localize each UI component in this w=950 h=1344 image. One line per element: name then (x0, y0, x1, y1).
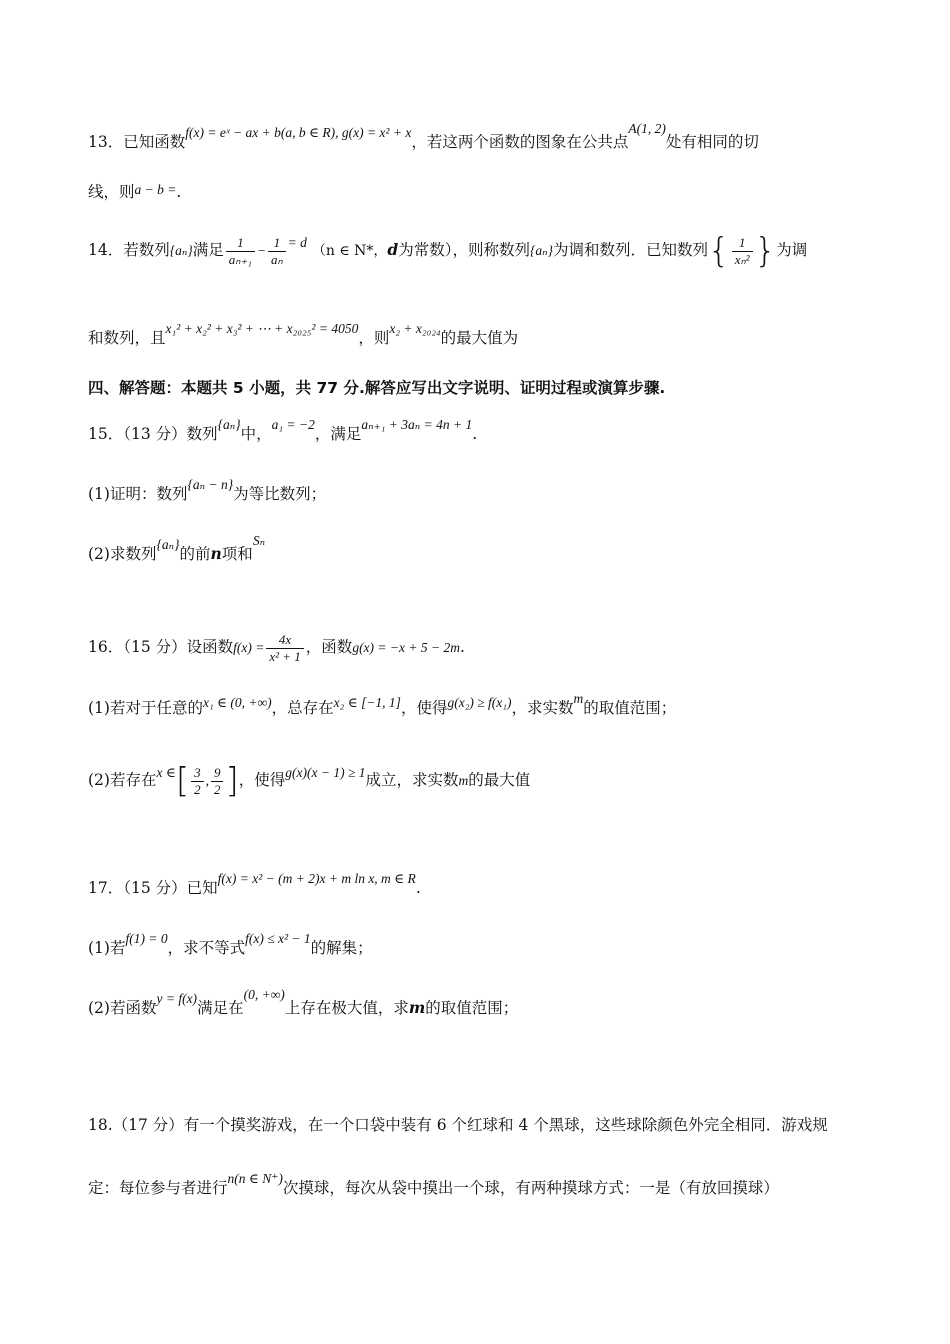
q17-line1: 17．（15 分）已知f(x) = x² − (m + 2)x + m ln x, m ∈ R. (88, 871, 421, 897)
q14-line2: 和数列，且x₁² + x₂² + x₃² + ⋯ + x₂₀₂₅² = 4050，则x₂ + x₂₀₂₄的最大值为 (88, 321, 519, 347)
q15-line1: 15．（13 分）数列{aₙ}中，a₁ = −2，满足aₙ₊₁ + 3aₙ = 4n + 1. (88, 417, 478, 443)
q16-interval-lower: $\frac{3}{2}$ (191, 765, 204, 798)
q13-point: A(1, 2) (628, 121, 666, 136)
q18-line1: 18.（17 分）有一个摸奖游戏，在一个口袋中装有 6 个红球和 4 个黑球，这些球除颜色外完全相同．游戏规 (88, 1116, 828, 1134)
q14-line1: 14．若数列{aₙ}满足 $\frac{1}{\text{aₙ₊₁}}$ − $\frac{1}{\text{aₙ}}$ = d （n ∈ N*，d为常数），则称数列{aₙ}为调和数列．已知数列{ $\frac{1}{\text{xₙ²}}$ }为调 (88, 231, 808, 271)
q13-function-expr: f(x) = eˣ − ax + b(a, b ∈ R), g(x) = x² + x (185, 125, 412, 140)
q16-line1: 16．（15 分）设函数f(x) = $\frac{4x}{\text{x² + 1}}$ ，函数g(x) = −x + 5 − 2m. (88, 631, 465, 664)
q17-part1: (1)若f(1) = 0，求不等式f(x) ≤ x² − 1的解集； (88, 931, 373, 957)
q18-line2: 定：每位参与者进行n(n ∈ N⁺)次摸球，每次从袋中摸出一个球，有两种摸球方式：一是（有放回摸球） (88, 1171, 779, 1197)
q15-part2: (2)求数列{aₙ}的前n项和Sₙ (88, 533, 266, 563)
q14-frac1: $\frac{1}{\text{aₙ₊₁}}$ (226, 235, 255, 268)
section-4-heading: 四、解答题：本题共 5 小题，共 77 分.解答应写出文字说明、证明过程或演算步骤. (88, 379, 666, 397)
q16-part2: (2)若存在x ∈[ $\frac{3}{2}$ , $\frac{9}{2}$ ]，使得g(x)(x − 1) ≥ 1成立，求实数m的最大值 (88, 761, 531, 801)
q13-line1: 13．已知函数f(x) = eˣ − ax + b(a, b ∈ R), g(x) = x² + x，若这两个函数的图象在公共点A(1, 2)处有相同的切 (88, 121, 759, 151)
q17-part2: (2)若函数y = f(x)满足在(0, +∞)上存在极大值，求m的取值范围； (88, 987, 519, 1017)
q14-seq3-frac: $\frac{1}{\text{xₙ²}}$ (732, 235, 753, 268)
q16-part1: (1)若对于任意的x₁ ∈ (0, +∞)，总存在x₂ ∈ [−1, 1]，使得g(x₂) ≥ f(x₁)，求实数m的取值范围； (88, 691, 677, 717)
q14-frac2: $\frac{1}{\text{aₙ}}$ (268, 235, 286, 268)
q14-sum-expr: x₁² + x₂² + x₃² + ⋯ + x₂₀₂₅² = 4050 (165, 321, 359, 336)
q15-part1: (1)证明：数列{aₙ − n}为等比数列； (88, 477, 327, 503)
q16-f-frac: $\frac{4x}{\text{x² + 1}}$ (266, 632, 303, 665)
q16-interval-upper: $\frac{9}{2}$ (211, 765, 224, 798)
q13-line2: 线，则a − b =. (88, 182, 182, 201)
